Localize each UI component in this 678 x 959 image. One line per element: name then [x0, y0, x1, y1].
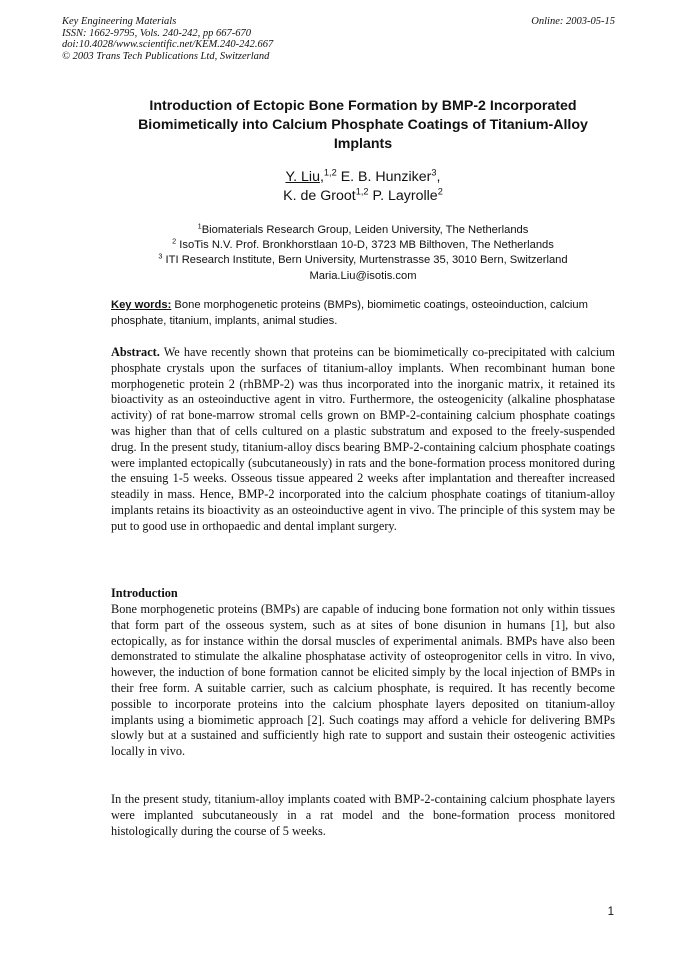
introduction-paragraph-1: Bone morphogenetic proteins (BMPs) are capable of inducing bone formation not only within tissues that form part of the osseous system, such as at sites of bone disunion in humans [1], but also ectopically, as for instance within the dorsal muscles of experimental animals. BMPs have also been demonstrated to stimulate the alkaline phosphatase activity of osteoprogenitor cells in vitro. In vivo, however, the induction of bone formation cannot be elicited simply by the local injection of BMPs in their free form. A suitable carrier, such as calcium phosphate, is required. It has recently become possible to incorporate proteins into the calcium phosphate layers deposited on titanium-alloy implants using a biomimetic approach [2]. Such coatings may afford a vehicle for delivering BMPs slowly but at a sustained and sufficiently high rate to support and sustain their osteogenic activities locally in vivo.: [111, 602, 615, 759]
affiliation-number: 2: [172, 236, 177, 246]
doi-line: doi:10.4028/www.scientific.net/KEM.240-242.667: [62, 39, 274, 50]
affiliation-line: [110, 223, 616, 238]
contact-email: Maria.Liu@isotis.com: [309, 269, 417, 282]
author-affiliation-sup: 3: [431, 167, 437, 178]
affiliation-line: [110, 253, 616, 268]
abstract-text: We have recently shown that proteins can be biomimetically co-precipitated with calcium phosphate crystals upon the surfaces of titanium-alloy implants. When recombinant human bone morphogenetic protein 2 (rhBMP-2) was thus incorporated into the inorganic matrix, it retained its bioactivity as an osteoinductive agent in vitro. Furthermore, the osteogenicity (alkaline phosphatase activity) of rat bone-marrow stromal cells grown on BMP-2-containing calcium phosphate coatings was higher than that of cells cultured on a plastic substratum and exposed to the freely-suspended drug. In the present study, titanium-alloy discs bearing BMP-2-containing calcium phosphate coatings were implanted ectopically (subcutaneously) in rats and the bone-formation process monitored during the ensuing 1-5 weeks. Osseous tissue appeared 2 weeks after implantation and thereafter increased steadily in mass. Hence, BMP-2 incorporated into the calcium phosphate coatings of titanium-alloy implants retains its bioactivity as an osteoinductive agent in vivo. The principle of this system may be put to good use in orthopaedic and dental implant surgery.: [111, 345, 616, 533]
abstract-label: Abstract.: [111, 345, 160, 359]
author-list: [110, 168, 616, 206]
author-line-2: [110, 187, 616, 206]
paper-title: Introduction of Ectopic Bone Formation by BMP-2 Incorporated Biomimetically into Calcium Phosphate Coatings of Titanium-Alloy Implants: [138, 98, 588, 152]
affiliation-line: [110, 238, 616, 253]
online-date: Online: 2003-05-15: [531, 16, 615, 27]
abstract: [111, 345, 615, 535]
copyright-line: © 2003 Trans Tech Publications Ltd, Switzerland: [62, 50, 270, 62]
author-name: Y. Liu: [285, 169, 320, 185]
introduction-heading: Introduction: [111, 586, 178, 600]
introduction-paragraph-2: In the present study, titanium-alloy implants coated with BMP-2-containing calcium phosphate layers were implanted subcutaneously in a rat model and the bone-formation process monitored histologically during the course of 5 weeks.: [111, 792, 615, 838]
page-number: 1: [607, 906, 614, 918]
author-affiliation-sup: 2: [437, 186, 443, 197]
journal-name: Key Engineering Materials: [62, 16, 177, 27]
issn-line: ISSN: 1662-9795, Vols. 240-242, pp 667-670: [62, 27, 251, 39]
affiliation-number: 1: [197, 221, 202, 231]
keywords-text: Bone morphogenetic proteins (BMPs), biomimetic coatings, osteoinduction, calcium phosphate, titanium, implants, animal studies.: [111, 299, 588, 327]
author-name: K. de Groot: [283, 188, 356, 204]
keywords-label: Key words:: [111, 299, 172, 311]
affiliation-number: 3: [158, 251, 163, 261]
affiliation-text: ITI Research Institute, Bern University, Murtenstrasse 35, 3010 Bern, Switzerland: [165, 254, 568, 267]
author-affiliation-sup: 1,2: [323, 167, 337, 178]
affiliation-text: Biomaterials Research Group, Leiden University, The Netherlands: [201, 224, 529, 236]
keywords: [111, 298, 615, 329]
author-affiliation-sup: 1,2: [355, 186, 369, 197]
author-name: P. Layrolle: [372, 188, 438, 204]
author-line-1: Y. Liu,$^{1,2}$ E. B. Hunziker$^3$,: [285, 167, 441, 185]
affiliation-text: IsoTis N.V. Prof. Bronkhorstlaan 10-D, 3723 MB Bilthoven, The Netherlands: [179, 239, 554, 252]
affiliations: [110, 223, 616, 284]
journal-header: [62, 16, 273, 62]
author-name: E. B. Hunziker: [340, 169, 432, 185]
